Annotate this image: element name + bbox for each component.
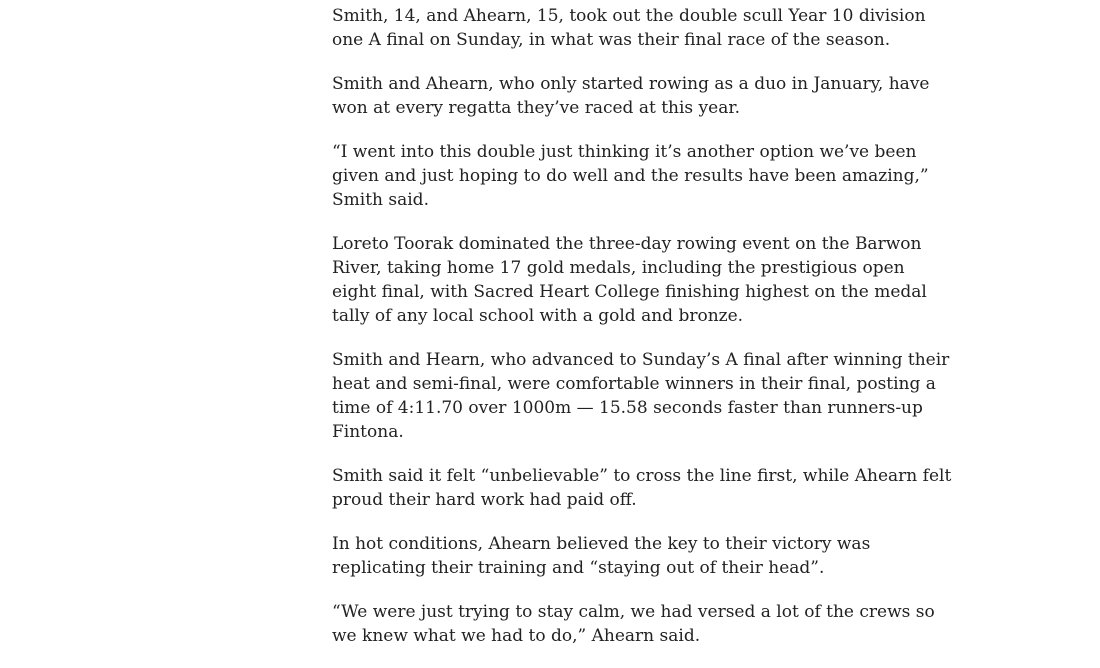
article-paragraph-4: Loreto Toorak dominated the three-day rowing event on the Barwon River, taking home 17 gold medals, including the prestigious open eight final, with Sacred Heart College finishing highest on the medal tally of any local school with a gold and bronze. xyxy=(332,234,927,326)
article-paragraph-6: Smith said it felt “unbelievable” to cross the line first, while Ahearn felt proud their hard work had paid off. xyxy=(332,466,952,510)
article-paragraph-2: Smith and Ahearn, who only started rowing as a duo in January, have won at every regatta they’ve raced at this year. xyxy=(332,74,930,118)
article-paragraph-5: Smith and Hearn, who advanced to Sunday’s A final after winning their heat and semi-final, were comfortable winners in their final, posting a time of 4:11.70 over 1000m — 15.58 seconds faster than runners-up Fintona. xyxy=(332,350,950,442)
article-paragraph-1: Smith, 14, and Ahearn, 15, took out the double scull Year 10 division one A final on Sunday, in what was their final race of the season. xyxy=(332,6,926,50)
article-paragraph-7: In hot conditions, Ahearn believed the key to their victory was replicating their training and “staying out of their head”. xyxy=(332,534,871,578)
article-paragraph-8: “We were just trying to stay calm, we had versed a lot of the crews so we knew what we had to do,” Ahearn said. xyxy=(332,602,935,646)
article-body xyxy=(332,4,952,668)
article-paragraph-3: “I went into this double just thinking it’s another option we’ve been given and just hoping to do well and the results have been amazing,” Smith said. xyxy=(332,142,929,210)
